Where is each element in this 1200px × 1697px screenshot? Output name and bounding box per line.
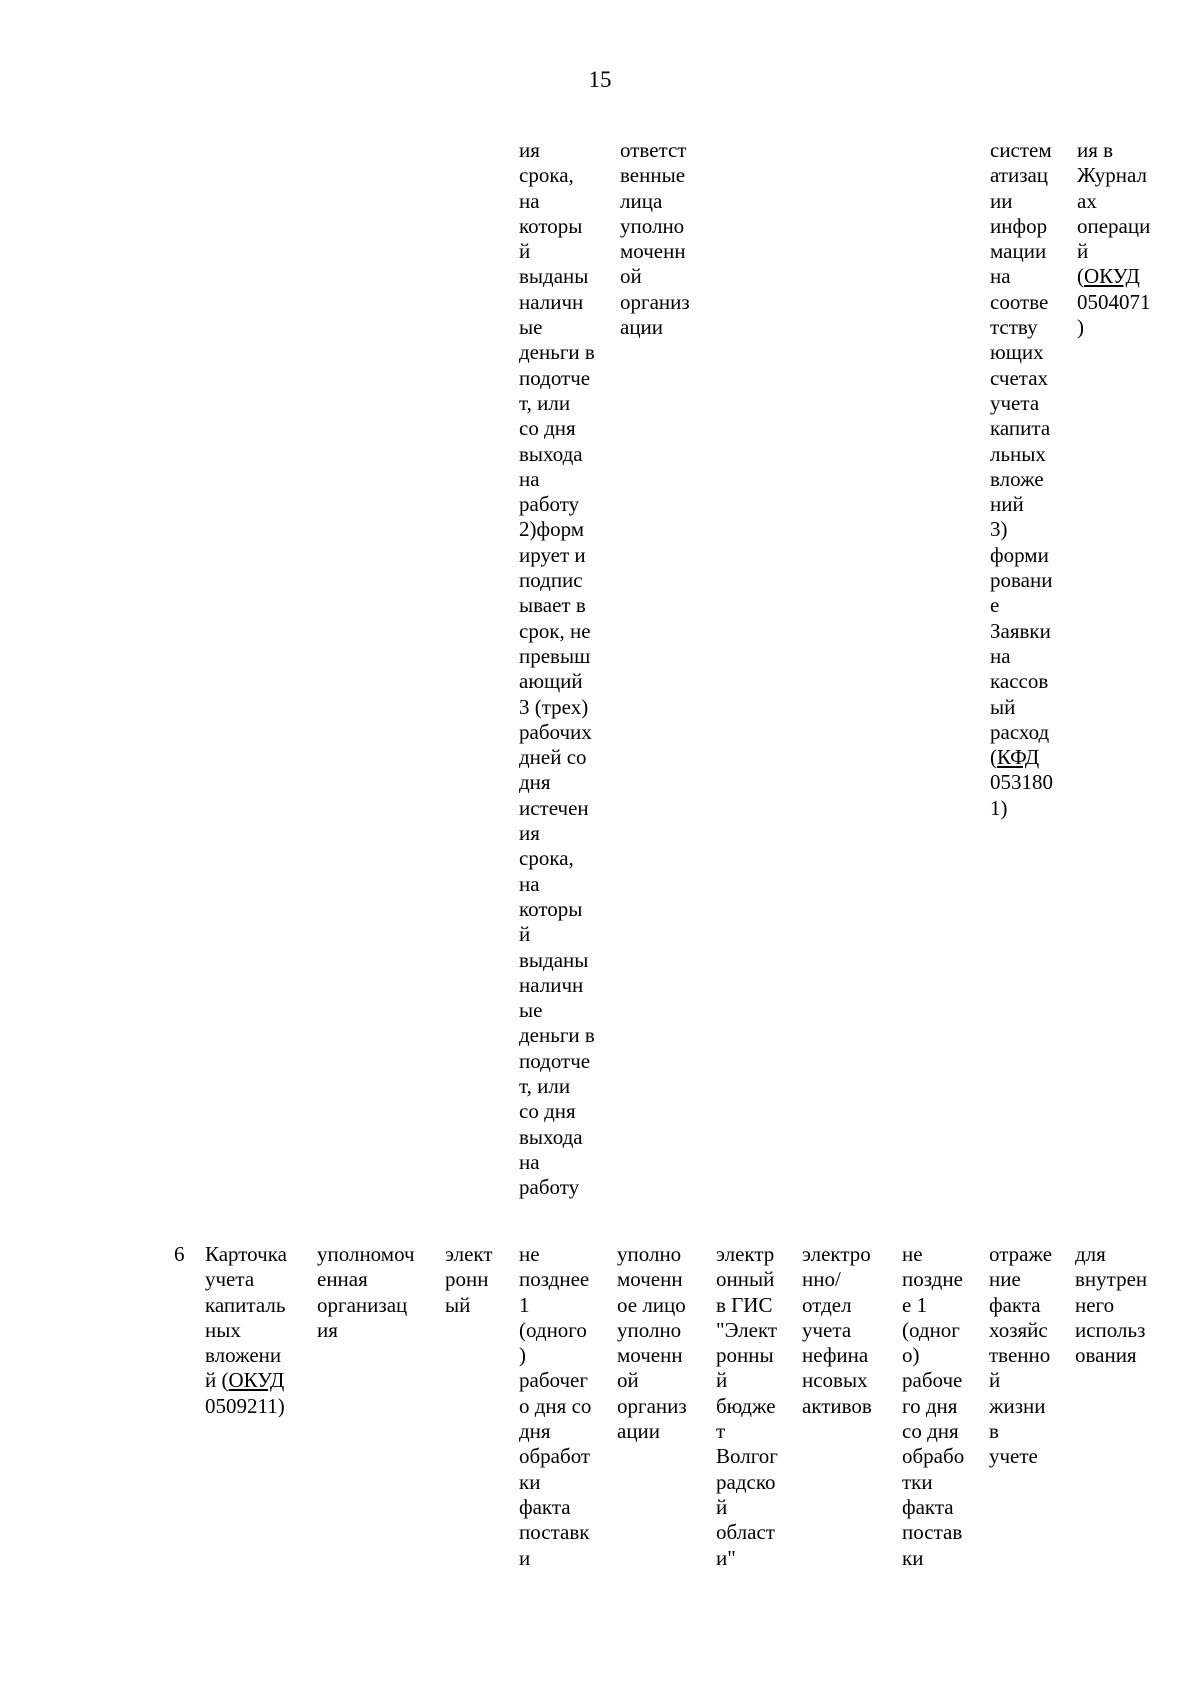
- continuation-action-cell: [990, 138, 1053, 821]
- creator-cell: уполномоч енная организац ия: [317, 1242, 415, 1342]
- continuation-action-text: систем атизац ии инфор мации на соотве тству ющих счетах учета капита льных вложе ний 3) форми ровани е Заявки на кассов ый расход (: [990, 138, 1053, 770]
- kfd-link[interactable]: КФД: [997, 745, 1040, 770]
- continuation-storage-tail: 0504071 ): [1077, 289, 1151, 340]
- row-number: 6: [174, 1242, 185, 1266]
- creation-deadline-cell: не позднее 1 (одного ) рабочег о дня со дня обработ ки факта поставк и: [519, 1242, 592, 1570]
- usage-cell: для внутрен него использ ования: [1075, 1242, 1148, 1368]
- continuation-deadline-cell: ия срока, на которы й выданы наличн ые деньги в подотче т, или со дня выхода на работу 2)форм ирует и подпис ывает в срок, не превыш ающий 3 (трех) рабочих дней со дня истечен ия срока, на которы й выданы наличн ые деньги в подотче т, или со дня выхода на работу: [519, 138, 595, 1200]
- document-name-tail: 0509211): [205, 1393, 285, 1418]
- continuation-storage-text: ия в Журнал ах операци й (: [1077, 138, 1151, 289]
- format-cell: элект ронн ый: [445, 1242, 493, 1317]
- signer-cell: уполно моченн ое лицо уполно моченн ой организ ации: [617, 1242, 687, 1444]
- continuation-responsible-cell: ответст венные лица уполно моченн ой организ ации: [620, 138, 690, 340]
- okud-journal-link[interactable]: ОКУД: [1084, 264, 1140, 289]
- continuation-action-tail: 053180 1): [990, 770, 1053, 820]
- transfer-method-cell: электр онный в ГИС "Элект ронны й бюдже т Волгог радско й област и": [716, 1242, 778, 1570]
- continuation-storage-cell: [1077, 138, 1151, 340]
- okud-card-link[interactable]: ОКУД: [228, 1368, 285, 1393]
- document-name-text: Карточка учета капиталь ных вложени й (: [205, 1242, 287, 1393]
- document-name-cell: [205, 1242, 287, 1419]
- processing-cell: отраже ние факта хозяйс твенно й жизни в учете: [989, 1242, 1053, 1469]
- page-number: 15: [588, 67, 612, 92]
- recipient-cell: электро нно/ отдел учета нефина нсовых активов: [802, 1242, 872, 1418]
- transfer-deadline-cell: не поздне е 1 (одног о) рабоче го дня со дня обрабо тки факта постав ки: [902, 1242, 965, 1570]
